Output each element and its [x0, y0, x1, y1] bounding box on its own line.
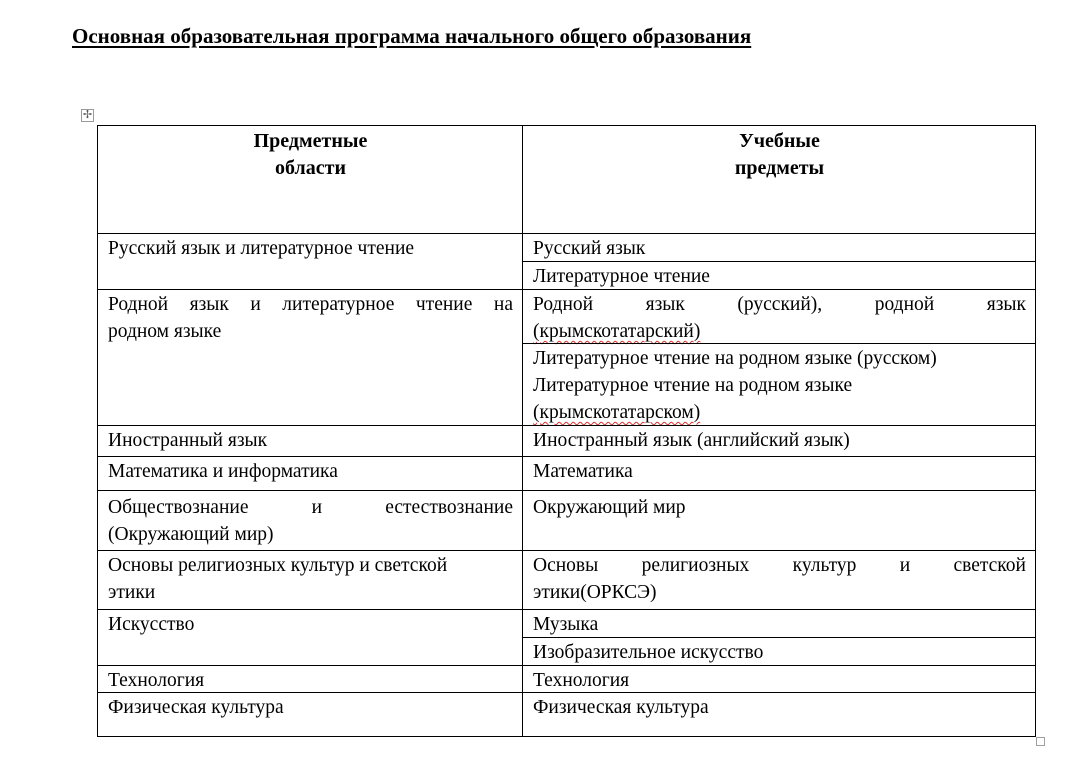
header-text: Учебные: [739, 130, 820, 152]
cell-line: [108, 494, 513, 521]
header-text: Предметные: [253, 130, 368, 152]
word: Родной: [108, 294, 169, 315]
word: естествознание: [385, 497, 513, 518]
table-cell-area: Физическая культура: [97, 692, 523, 737]
table-resize-handle[interactable]: [1036, 737, 1045, 746]
table-cell-area: [97, 550, 523, 610]
cell-line: (Окружающий мир): [108, 524, 274, 545]
table-cell-area: Русский язык и литературное чтение: [97, 233, 523, 290]
document-title: Основная образовательная программа начального общего образования: [72, 24, 752, 48]
table-cell-subject: Математика: [522, 456, 1036, 491]
table-cell-subject: [522, 289, 1036, 344]
table-cell-subject: Иностранный язык (английский язык): [522, 425, 1036, 457]
table-cell-area: Технология: [97, 665, 523, 693]
table-cell-subject: Музыка: [522, 609, 1036, 638]
word: и: [899, 555, 911, 576]
cell-line: [533, 318, 1026, 345]
table-cell-area: [97, 289, 523, 426]
cell-line: [533, 291, 1026, 318]
word: культур: [792, 555, 857, 576]
cell-line: [108, 291, 513, 318]
table-cell-subject: Изобразительное искусство: [522, 637, 1036, 666]
word: язык: [645, 294, 685, 315]
cell-line: этики(ОРКСЭ): [533, 582, 657, 603]
word: язык: [189, 294, 229, 315]
word: литературное: [282, 294, 395, 315]
word: родной: [874, 294, 935, 315]
cell-line: этики: [108, 582, 156, 603]
table-cell-subject: Физическая культура: [522, 692, 1036, 737]
cell-line: Основы религиозных культур и светской: [108, 555, 448, 576]
table-cell-subject: Литературное чтение: [522, 261, 1036, 290]
word: на: [493, 294, 513, 315]
table-cell-area: Математика и информатика: [97, 456, 523, 491]
table-cell-area: [97, 490, 523, 551]
table-cell-subject: Окружающий мир: [522, 490, 1036, 551]
word: светской: [953, 555, 1026, 576]
table-cell-subject: Технология: [522, 665, 1036, 693]
word: чтение: [415, 294, 473, 315]
table-cell-subject: [522, 343, 1036, 426]
spellcheck-word[interactable]: (крымскотатарский): [533, 321, 701, 342]
table-cell-area: Искусство: [97, 609, 523, 666]
word: язык: [986, 294, 1026, 315]
cell-line: [533, 552, 1026, 579]
word: Родной: [533, 294, 594, 315]
table-move-handle-icon[interactable]: ✢: [82, 109, 93, 121]
word: религиозных: [641, 555, 750, 576]
header-text: области: [275, 157, 346, 179]
cell-line: родном языке: [108, 321, 222, 342]
word: и: [250, 294, 261, 315]
header-cell-subject-areas: [97, 125, 523, 234]
word: Обществознание: [108, 497, 249, 518]
table-cell-subject: Русский язык: [522, 233, 1036, 262]
cell-line: Литературное чтение на родном языке (русском): [533, 348, 937, 369]
word: и: [311, 497, 323, 518]
cell-line: Литературное чтение на родном языке: [533, 375, 853, 396]
header-text: предметы: [734, 157, 825, 179]
table-cell-subject: [522, 550, 1036, 610]
spellcheck-word[interactable]: (крымскотатарском): [533, 402, 701, 423]
table-cell-area: Иностранный язык: [97, 425, 523, 457]
word: (русский),: [737, 294, 823, 315]
word: Основы: [533, 555, 599, 576]
cell-line: [533, 399, 1026, 426]
header-cell-subjects: [522, 125, 1036, 234]
